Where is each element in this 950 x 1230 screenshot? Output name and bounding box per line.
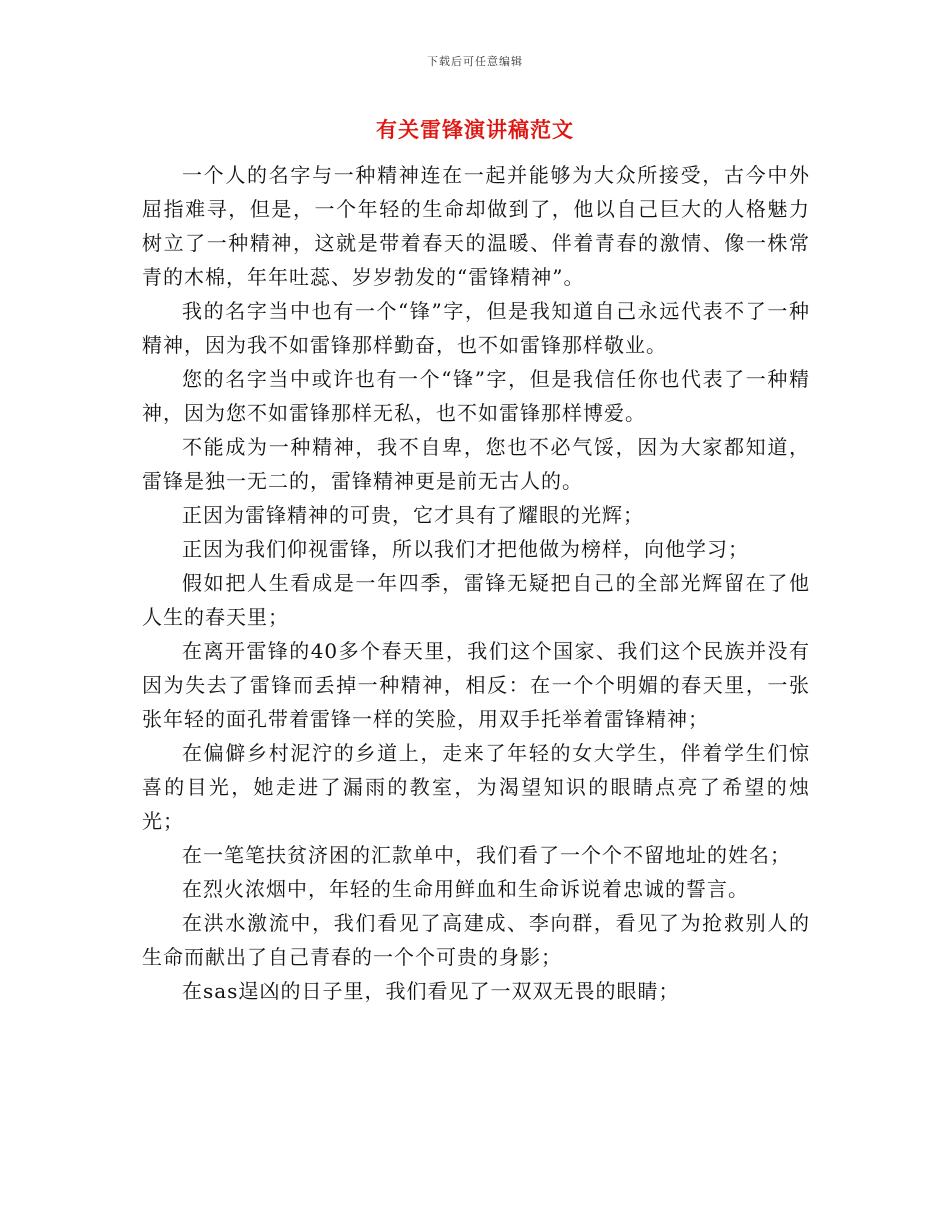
paragraph: 在sas逞凶的日子里，我们看见了一双双无畏的眼睛； — [182, 979, 680, 1003]
paragraph: 在洪水激流中，我们看见了高建成、李向群，看见了为抢救别人的生命而献出了自己青春的一个个可贵的身影； — [142, 911, 810, 969]
paragraph: 在一笔笔扶贫济困的汇款单中，我们看了一个个不留地址的姓名； — [182, 843, 791, 867]
paragraph: 在离开雷锋的40多个春天里，我们这个国家、我们这个民族并没有因为失去了雷锋而丢掉一种精神，相反：在一个个明媚的春天里，一张张年轻的面孔带着雷锋一样的笑脸，用双手托举着雷锋精神； — [142, 639, 810, 731]
document-title: 有关雷锋演讲稿范文 — [376, 118, 574, 142]
paragraph: 在烈火浓烟中，年轻的生命用鲜血和生命诉说着忠诚的誓言。 — [182, 877, 749, 901]
paragraph: 一个人的名字与一种精神连在一起并能够为大众所接受，古今中外屈指难寻，但是，一个年轻的生命却做到了，他以自己巨大的人格魅力树立了一种精神，这就是带着春天的温暖、伴着青春的激情、像一株常青的木棉，年年吐蕊、岁岁勃发的“雷锋精神”。 — [142, 163, 810, 289]
header-note: 下载后可任意编辑 — [427, 55, 523, 68]
paragraph: 正因为雷锋精神的可贵，它才具有了耀眼的光辉； — [182, 503, 644, 527]
document-body — [142, 158, 810, 1008]
paragraph: 假如把人生看成是一年四季，雷锋无疑把自己的全部光辉留在了他人生的春天里； — [142, 571, 810, 629]
paragraph: 在偏僻乡村泥泞的乡道上，走来了年轻的女大学生，伴着学生们惊喜的目光，她走进了漏雨的教室，为渴望知识的眼睛点亮了希望的烛光； — [142, 741, 810, 833]
paragraph: 我的名字当中也有一个“锋”字，但是我知道自己永远代表不了一种精神，因为我不如雷锋那样勤奋，也不如雷锋那样敬业。 — [142, 299, 810, 357]
paragraph: 正因为我们仰视雷锋，所以我们才把他做为榜样，向他学习； — [182, 537, 749, 561]
paragraph: 您的名字当中或许也有一个“锋”字，但是我信任你也代表了一种精神，因为您不如雷锋那样无私，也不如雷锋那样博爱。 — [142, 367, 810, 425]
paragraph: 不能成为一种精神，我不自卑，您也不必气馁，因为大家都知道，雷锋是独一无二的，雷锋精神更是前无古人的。 — [142, 435, 810, 493]
